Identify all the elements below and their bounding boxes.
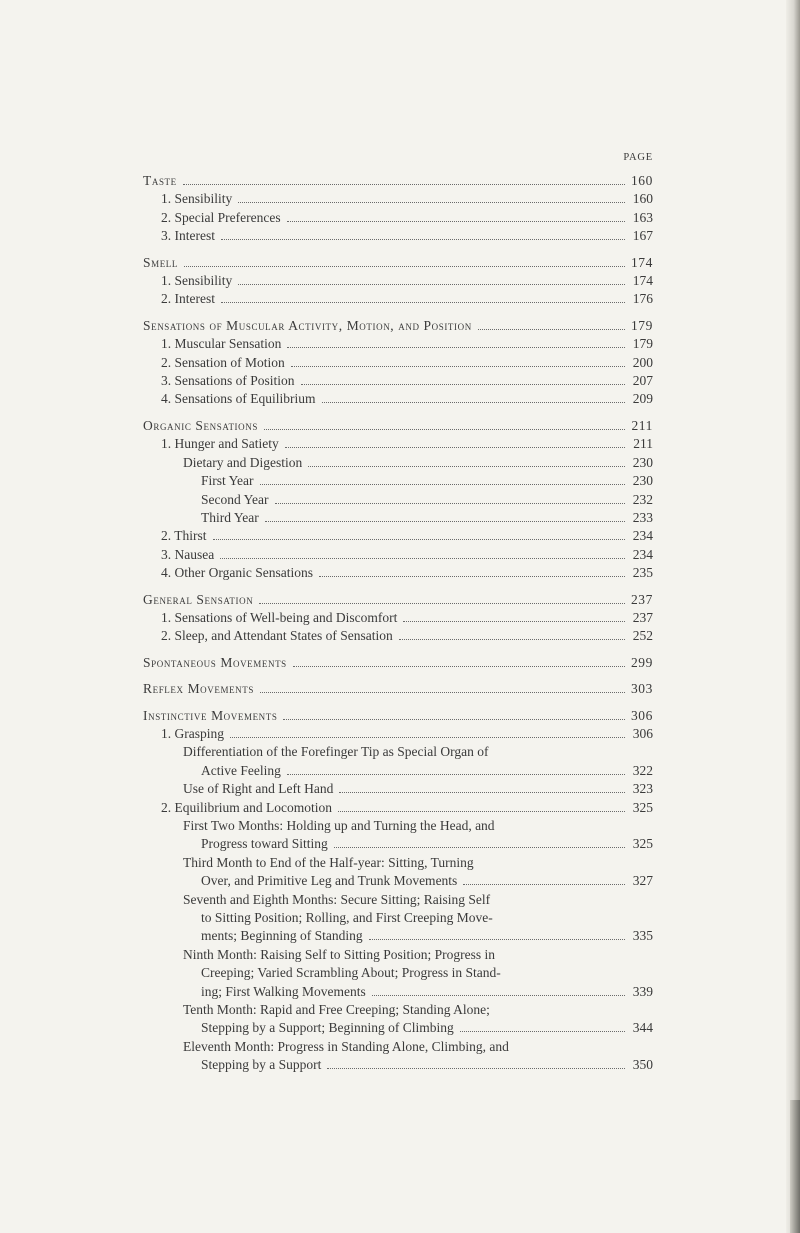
page-number: 233: [632, 509, 653, 525]
toc-entry: [143, 527, 653, 545]
entry-title: Eleventh Month: Progress in Standing Alone, Climbing, and: [183, 1038, 509, 1054]
toc-section: [143, 254, 653, 272]
entry-title: 1. Muscular Sensation: [161, 336, 282, 352]
toc-section: [143, 680, 653, 698]
toc-entry: [143, 272, 653, 290]
entry-title: 2. Equilibrium and Locomotion: [161, 799, 332, 815]
toc-entry-line: [143, 1001, 653, 1019]
toc-entry: [143, 227, 653, 245]
entry-title: First Two Months: Holding up and Turning the Head, and: [183, 818, 495, 833]
toc-entry-line: [143, 1038, 653, 1056]
dot-leader: [322, 402, 626, 403]
dot-leader: [478, 329, 625, 330]
toc-entry-line: [143, 854, 653, 872]
page-number: 335: [632, 928, 653, 944]
page-number: 306: [630, 707, 653, 723]
dot-leader: [220, 558, 625, 559]
dot-leader: [221, 302, 625, 303]
entry-title: 3. Nausea: [161, 546, 215, 562]
page-number: 234: [632, 528, 653, 544]
page-number: 167: [632, 228, 653, 244]
dot-leader: [399, 639, 625, 640]
page-number: 234: [632, 546, 653, 562]
entry-title: 1. Sensations of Well-being and Discomfort: [161, 609, 398, 625]
entry-title: Over, and Primitive Leg and Trunk Movements: [201, 873, 458, 889]
page-number: 299: [630, 654, 653, 670]
dot-leader: [238, 284, 625, 285]
entry-title: First Year: [201, 473, 254, 489]
entry-title: 4. Other Organic Sensations: [161, 565, 313, 581]
dot-leader: [285, 447, 625, 448]
page-number: 207: [632, 373, 653, 389]
toc-entry: [143, 799, 653, 817]
toc-entry-line: [143, 964, 653, 982]
page-number: 230: [632, 473, 653, 489]
toc-entry: [143, 209, 653, 227]
page-number: 160: [632, 191, 653, 207]
table-of-contents: [143, 152, 653, 1075]
toc-entry-line: [143, 946, 653, 964]
page-number: 163: [632, 209, 653, 225]
page-number: 160: [630, 173, 653, 188]
toc-entry-line: [143, 891, 653, 909]
page-number: 230: [632, 454, 653, 470]
toc-entry: [143, 435, 653, 453]
entry-title: Organic Sensations: [143, 417, 258, 433]
toc-entry-line: [143, 909, 653, 927]
page-number: 327: [632, 873, 653, 889]
dot-leader: [338, 811, 625, 812]
entry-title: Smell: [143, 254, 179, 270]
entry-title: 1. Sensibility: [161, 191, 233, 207]
dot-leader: [372, 995, 625, 996]
page-number: 179: [630, 317, 653, 333]
dot-leader: [259, 603, 625, 604]
toc-entry: [143, 609, 653, 627]
entry-title: Differentiation of the Forefinger Tip as Special Organ of: [183, 744, 489, 760]
toc-entry: [143, 454, 653, 472]
page-number: 211: [631, 417, 653, 433]
dot-leader: [403, 621, 625, 622]
dot-leader: [308, 466, 625, 467]
toc-entry: [143, 927, 653, 945]
dot-leader: [339, 792, 625, 793]
entry-title: Dietary and Digestion: [183, 454, 303, 470]
dot-leader: [301, 384, 625, 385]
toc-entry: [143, 390, 653, 408]
toc-entry: [143, 564, 653, 582]
entry-title: Tenth Month: Rapid and Free Creeping; Standing Alone;: [183, 1002, 490, 1018]
entry-title: Creeping; Varied Scrambling About; Progress in Stand-: [201, 965, 501, 981]
entry-title: Sensations of Muscular Activity, Motion, and Position: [143, 317, 472, 333]
entry-title: Stepping by a Support; Beginning of Climbing: [201, 1020, 454, 1036]
page-number: 350: [632, 1057, 653, 1073]
toc-entry: [143, 1056, 653, 1074]
page-number: 322: [632, 762, 653, 778]
dot-leader: [334, 847, 625, 848]
dot-leader: [213, 539, 625, 540]
entry-title: Taste: [143, 173, 177, 188]
entry-title: Instinctive Movements: [143, 707, 278, 723]
page-number: 200: [632, 354, 653, 370]
page-number: 209: [632, 391, 653, 407]
dot-leader: [293, 666, 625, 667]
page-number: 232: [632, 491, 653, 507]
entry-title: 2. Sleep, and Attendant States of Sensation: [161, 628, 393, 644]
entry-title: 2. Interest: [161, 291, 215, 307]
toc-entry: [143, 725, 653, 743]
page-number: 303: [630, 681, 653, 697]
entry-title: 2. Sensation of Motion: [161, 354, 285, 370]
entry-title: Third Year: [201, 509, 259, 525]
toc-entry: [143, 491, 653, 509]
page-edge-shadow-lower: [790, 1100, 800, 1233]
toc-section: [143, 591, 653, 609]
entry-title: General Sensation: [143, 591, 254, 607]
entry-title: Seventh and Eighth Months: Secure Sitting; Raising Self: [183, 891, 491, 907]
entry-title: 1. Sensibility: [161, 273, 233, 289]
entry-title: 1. Grasping: [161, 725, 224, 741]
dot-leader: [260, 484, 625, 485]
dot-leader: [275, 503, 626, 504]
toc-entry: [143, 290, 653, 308]
toc-entry: [143, 872, 653, 890]
entry-title: 1. Hunger and Satiety: [161, 436, 279, 452]
toc-entry: [143, 780, 653, 798]
page-number: 174: [630, 254, 653, 270]
dot-leader: [463, 884, 625, 885]
dot-leader: [183, 184, 625, 185]
page-number: 323: [632, 781, 653, 797]
dot-leader: [260, 692, 625, 693]
toc-entry: [143, 762, 653, 780]
dot-leader: [230, 737, 625, 738]
dot-leader: [184, 266, 625, 267]
dot-leader: [327, 1068, 625, 1069]
entry-title: ing; First Walking Movements: [201, 983, 366, 999]
entry-title: Active Feeling: [201, 762, 281, 778]
entry-title: 3. Interest: [161, 228, 215, 244]
page-number: 176: [632, 291, 653, 307]
dot-leader: [287, 774, 625, 775]
toc-entry: [143, 372, 653, 390]
entry-title: to Sitting Position; Rolling, and First Creeping Move-: [201, 910, 493, 926]
page-number: 344: [632, 1020, 653, 1036]
page-number: 325: [632, 836, 653, 852]
dot-leader: [319, 576, 625, 577]
entry-title: 2. Thirst: [161, 528, 207, 544]
page-number: 325: [632, 799, 653, 815]
dot-leader: [221, 239, 625, 240]
page-number: 237: [630, 591, 653, 607]
page-number: 339: [632, 983, 653, 999]
page-number: 179: [632, 336, 653, 352]
entry-title: Use of Right and Left Hand: [183, 781, 334, 797]
toc-section: [143, 707, 653, 725]
dot-leader: [460, 1031, 625, 1032]
entry-title: Reflex Movements: [143, 681, 254, 697]
dot-leader: [283, 719, 625, 720]
toc-section: [143, 417, 653, 435]
toc-entry: [143, 983, 653, 1001]
page-number: 237: [632, 609, 653, 625]
toc-entry: [143, 472, 653, 490]
toc-entry: [143, 190, 653, 208]
toc-entry-line: [143, 743, 653, 761]
entry-title: Progress toward Sitting: [201, 836, 328, 852]
dot-leader: [291, 366, 625, 367]
entry-title: 4. Sensations of Equilibrium: [161, 391, 316, 407]
page-number: 174: [632, 273, 653, 289]
dot-leader: [265, 521, 625, 522]
toc-entry: [143, 546, 653, 564]
dot-leader: [264, 429, 625, 430]
dot-leader: [238, 202, 625, 203]
page-edge-shadow: [786, 0, 800, 1233]
toc-entry: [143, 354, 653, 372]
entry-title: 2. Special Preferences: [161, 209, 281, 225]
page-number: 235: [632, 565, 653, 581]
page-number: 306: [632, 725, 653, 741]
toc-entry-line: [143, 817, 653, 835]
toc-section: [143, 317, 653, 335]
entry-title: Second Year: [201, 491, 269, 507]
toc-entry: [143, 1019, 653, 1037]
entry-title: Ninth Month: Raising Self to Sitting Position; Progress in: [183, 946, 496, 962]
toc-entry: [143, 835, 653, 853]
toc-section: [143, 172, 653, 190]
toc-section: [143, 654, 653, 672]
entry-title: ments; Beginning of Standing: [201, 928, 363, 944]
dot-leader: [287, 347, 625, 348]
entry-title: Stepping by a Support: [201, 1057, 322, 1073]
page-column-header: PAGE: [623, 152, 653, 163]
toc-entry: [143, 627, 653, 645]
page-number: 252: [632, 628, 653, 644]
toc-entry: [143, 335, 653, 353]
page-number: 211: [633, 436, 653, 452]
toc-entry: [143, 509, 653, 527]
dot-leader: [287, 221, 625, 222]
dot-leader: [369, 939, 625, 940]
entry-title: Third Month to End of the Half-year: Sitting, Turning: [183, 854, 474, 870]
entry-title: 3. Sensations of Position: [161, 373, 295, 389]
entry-title: Spontaneous Movements: [143, 654, 287, 670]
